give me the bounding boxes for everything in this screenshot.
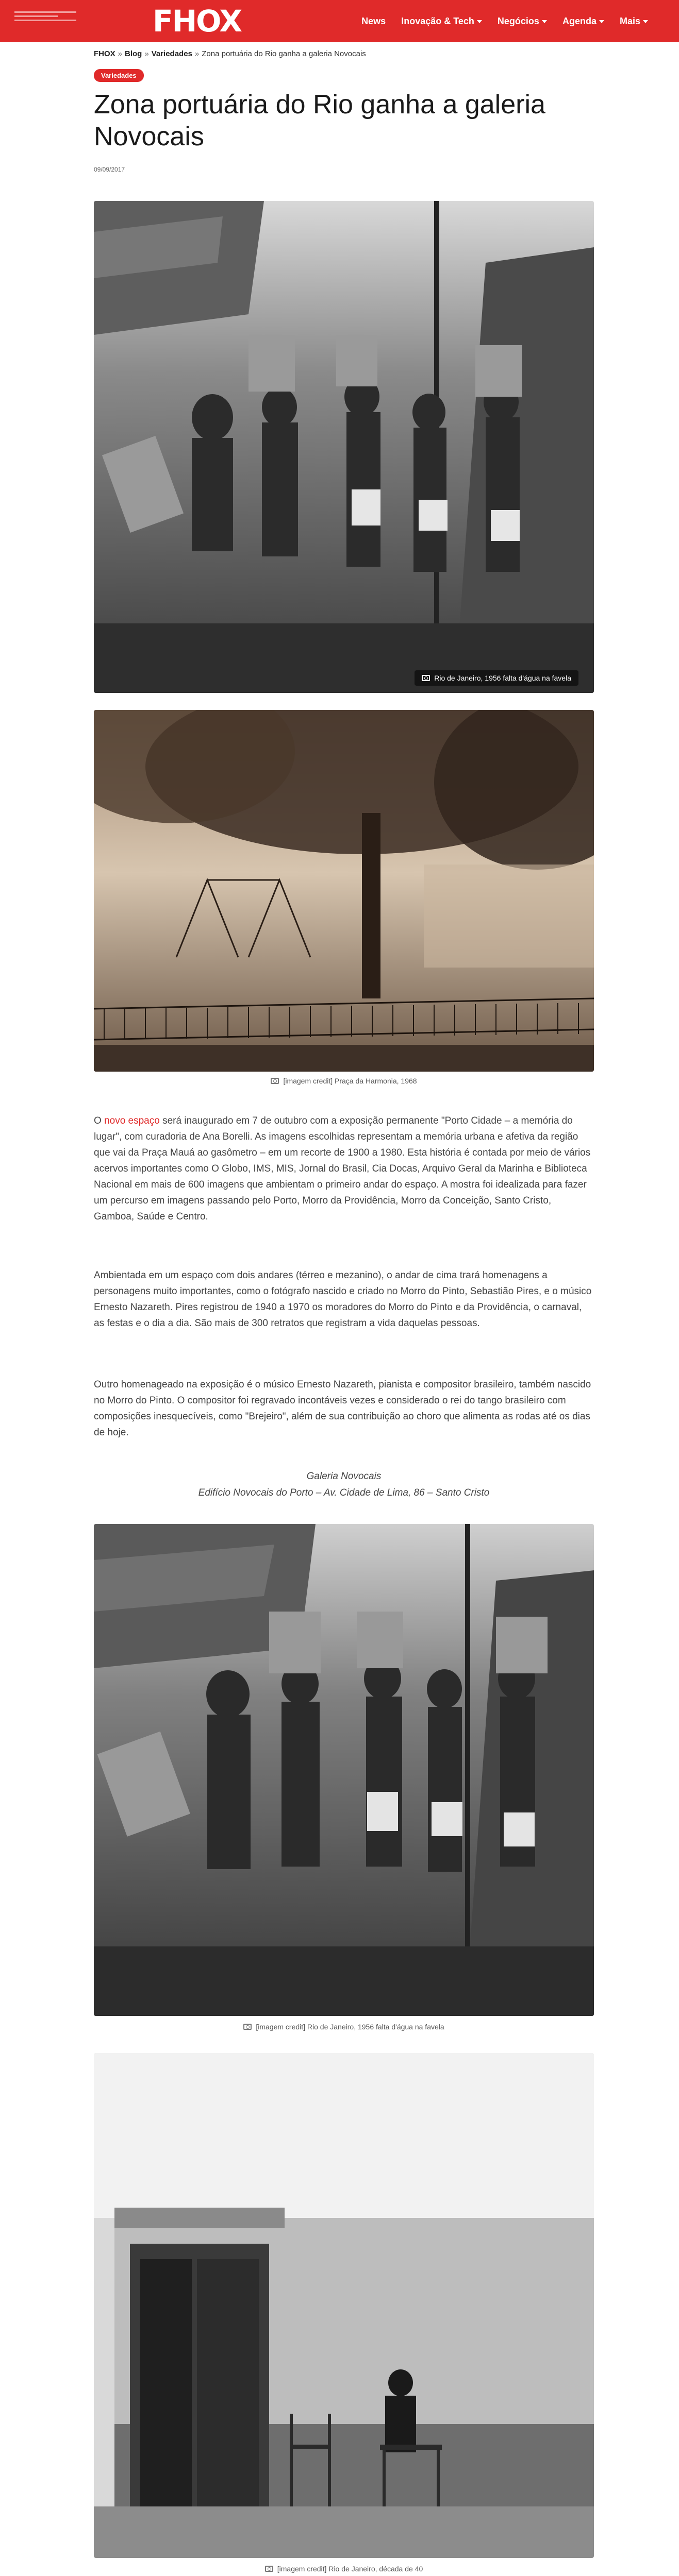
novo-espaco-link[interactable]: novo espaço [104,1115,160,1126]
breadcrumb-fhox[interactable]: FHOX [94,49,115,58]
gallery-name: Galeria Novocais [306,1471,382,1482]
gallery-address: Edifício Novocais do Porto – Av. Cidade de Lima, 86 – Santo Cristo [198,1487,490,1498]
chevron-down-icon [542,20,547,23]
article-date: 09/09/2017 [94,166,125,173]
article-paragraph-3: Outro homenageado na exposição é o músico Ernesto Nazareth, pianista e compositor brasileiro, também nascido no Morro do Pinto. O compositor foi regravado incontáveis vezes e considerado o rei do tango brasileiro com composições inesquecíveis, como "Brejeiro", além de sua contribuição ao choro que alimenta as rodas até os dias de hoje. [94,1379,591,1438]
photo-caption-overlay: Rio de Janeiro, 1956 falta d'água na favela [415,670,578,686]
category-badge[interactable]: Variedades [94,69,144,82]
article-paragraph-1: O novo espaço será inaugurado em 7 de outubro com a exposição permanente "Porto Cidade – a memória do lugar", com curadoria de Ana Borelli. As imagens escolhidas representam a memória urbana e afetiva da região que vai da Praça Mauá ao gasômetro – em um recorte de 1900 a 1980. Esta história é contada por meio de vários acervos importantes como O Globo, IMS, MIS, Jornal do Brasil, Cia Docas, Arquivo Geral da Marinha e Biblioteca Nacional em mais de 600 imagens que ambientam o primeiro andar do espaço. A mostra foi idealizada para fazer um percurso em imagens passando pelo Porto, Morro da Providência, Morro da Conceição, Santo Cristo, Gamboa, Saúde e Centro. [94,1115,591,1222]
photo2-caption: [imagem credit] Praça da Harmonia, 1968 [94,1077,594,1085]
nav-news[interactable]: News [361,15,386,26]
nav-agenda[interactable]: Agenda [562,16,604,27]
nav-inovacao-tech[interactable]: Inovação & Tech [401,16,482,27]
camera-icon [422,675,430,681]
article-paragraph-2: Ambientada em um espaço com dois andares (térreo e mezanino), o andar de cima trará homenagens a personagens muito importantes, como o fotógrafo nascido e criado no Morro do Pinto, Sebastião Pires, e o músico Ernesto Nazareth. Pires registrou de 1940 a 1970 os moradores do Morro do Pinto e da Providência, o carnaval, as festas e o dia a dia. São mais de 300 retratos que registram a vida daquelas pessoas. [94,1270,592,1329]
breadcrumb-variedades[interactable]: Variedades [151,49,192,58]
camera-icon [265,2566,273,2572]
camera-icon [271,1078,279,1084]
chevron-down-icon [643,20,648,23]
article-title: Zona portuária do Rio ganha a galeria Novocais [94,90,545,151]
breadcrumb-blog[interactable]: Blog [125,49,142,58]
photo-praca-harmonia[interactable] [94,710,594,1072]
breadcrumb-current: Zona portuária do Rio ganha a galeria Novocais [202,49,366,58]
chevron-down-icon [599,20,604,23]
main-nav [361,0,648,42]
photo4-caption: [imagem credit] Rio de Janeiro, década de 40 [94,2565,594,2573]
breadcrumb: FHOX » Blog » Variedades » Zona portuária do Rio ganha a galeria Novocais [94,49,366,58]
photo3-caption: [imagem credit] Rio de Janeiro, 1956 falta d'água na favela [94,2023,594,2031]
photo-children-water-cans[interactable] [94,201,594,693]
nav-mais[interactable]: Mais [620,16,648,27]
photo-man-at-doorway[interactable] [94,2053,594,2558]
photo-children-water-cans-2[interactable] [94,1524,594,2016]
camera-icon [243,2024,252,2030]
site-logo[interactable]: FHOX [153,4,242,39]
chevron-down-icon [477,20,482,23]
nav-negocios[interactable]: Negócios [498,16,547,27]
top-navigation-bar [0,0,679,42]
brand-tagline-lines [14,11,76,24]
